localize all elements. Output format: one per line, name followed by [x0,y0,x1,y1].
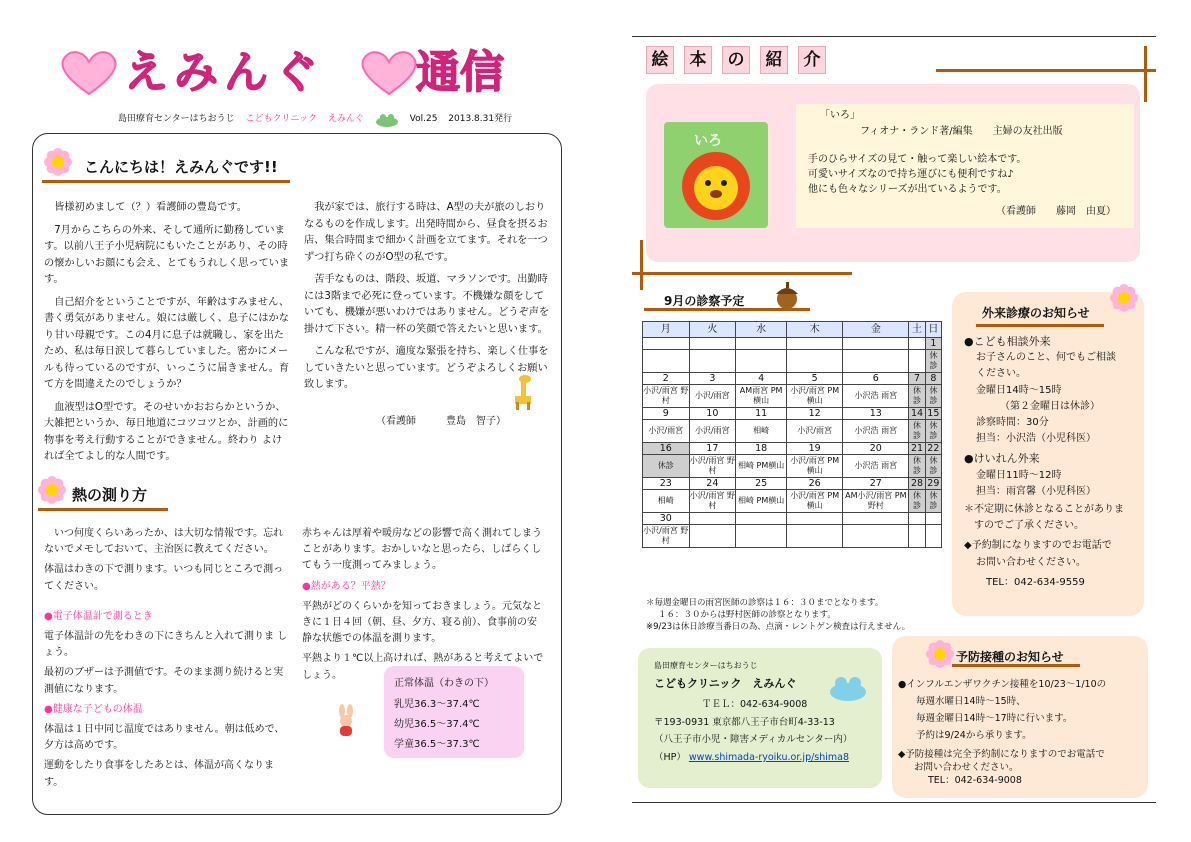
calendar-day-number [909,513,925,525]
outpatient-line: 診察時間：30分 [976,417,1049,429]
greeting-paragraph: 苦手なものは、階段、坂道、マラソンです。出勤時 には3階まで必死に登っています。不機嫌な顔をして いても、機嫌が悪いわけではありません。どうぞ声を 掛けて下さい。精一杯の笑顔で答えたいと思います。 [304,274,550,335]
contact-homepage [654,749,849,763]
calendar-day-schedule: 小沢/雨宮 PM横山 [787,490,843,513]
calendar-day-schedule [736,350,787,373]
fever-subheading: ●電子体温計で測るとき [44,610,153,622]
calendar-day-schedule [843,525,909,548]
calendar-day-schedule [909,350,925,373]
calendar-day-number: 10 [689,408,736,420]
calendar-day-number: 17 [689,443,736,455]
flower-icon [38,476,64,502]
calendar-day-schedule: 小沢浩 雨宮 [843,455,909,478]
calendar-day-schedule: 小沢/雨宮 [689,420,736,443]
book-heading-char: 絵 [646,46,674,74]
weekday-header: 日 [925,322,941,338]
calendar-day-schedule: 小沢/雨宮 [689,385,736,408]
top-rule [632,36,1156,37]
book-description-box [796,104,1134,228]
title-tsushin: 通信 [416,47,504,98]
vaccine-reserve: ◆予防接種は完全予約制になりますのでお電話で [898,749,1105,760]
outpatient-reserve: ◆予約制になりますのでお電話で [964,540,1112,552]
greeting-signature: （看護師 豊島 智子） [376,416,506,427]
outpatient-reserve: お問い合わせください。 [976,556,1086,568]
calendar-day-number: 27 [843,478,909,490]
calendar-day-number: 15 [925,408,941,420]
heading-underline [38,508,168,511]
frog-icon [828,674,868,702]
outpatient-line: お子さんのこと、何でもご相談 [976,352,1116,364]
calendar-day-number: 11 [736,408,787,420]
calendar-day-schedule [689,350,736,373]
calendar-day-schedule: 小沢/雨宮 PM横山 [787,385,843,408]
calendar-day-number: 9 [643,408,690,420]
bottom-rule [632,802,1156,803]
calendar-day-schedule: 小沢/雨宮 PM横山 [787,455,843,478]
calendar-day-number [787,513,843,525]
calendar-day-number [787,338,843,350]
calendar-day-number: 19 [787,443,843,455]
calendar-day-schedule: 休診 [643,455,690,478]
fever-subheading: ●健康な子どもの体温 [44,703,143,715]
fever-text: 運動をしたり食事をしたあとは、体温が高くなりま す。 [44,760,274,788]
outpatient-line: 金曜日14時～15時 [976,384,1062,396]
calendar-day-number: 22 [925,443,941,455]
calendar-day-number: 3 [689,373,736,385]
greeting-column-2 [304,200,550,400]
book-description-line: 他にも色々なシリーズが出ているようです。 [808,184,1007,195]
contact-tel: ＴＥＬ：042-634-9008 [702,699,808,710]
contact-org: 島田療育センターはちおうじ [654,661,758,670]
calendar-day-number: 2 [643,373,690,385]
calendar-day-number: 5 [787,373,843,385]
calendar-day-schedule: 小沢/雨宮 [787,420,843,443]
fever-column-1 [44,526,292,795]
title-emingu: えみんぐ [124,47,324,98]
weekday-header: 土 [909,322,925,338]
weekday-header: 木 [787,322,843,338]
calendar-day-number [689,338,736,350]
calendar-day-row [643,443,942,455]
calendar-day-number: 30 [643,513,690,525]
calendar-day-row [643,513,942,525]
volume-number: Vol.25 [409,114,438,124]
outpatient-heading: 外来診療のお知らせ [982,306,1090,320]
calendar-day-schedule: 相崎 [736,420,787,443]
fever-text: 最初のブザーは予測値です。そのまま測り続けると実 測値になります。 [44,667,284,695]
calendar-day-number: 14 [909,408,925,420]
calendar-day-number: 23 [643,478,690,490]
contact-name: こどもクリニック えみんぐ [654,677,797,690]
outpatient-line: ください。 [976,368,1026,380]
greeting-paragraph: 血液型はO型です。そのせいかおおらかというか、 大雑把というか、毎日地道にコツコツとか、計画的に 物事を考え行動することができません。終わり よければ全てよし的な人間です。 [44,401,289,462]
calendar-day-number [843,513,909,525]
fever-text: 電子体温計の先をわきの下にきちんと入れて測りま しょう。 [44,631,288,659]
outpatient-line: 担当：小沢浩（小児科医） [976,433,1096,445]
calendar-day-schedule: 休診 [925,455,941,478]
fever-text: いつ何度くらいあったか、は大切な情報です。忘れ ないでメモしておいて、主治医に教えてください。 [44,528,284,556]
outpatient-line: （第２金曜日は休診） [1000,400,1100,412]
calendar-day-schedule: AM小沢/雨宮 PM野村 [843,490,909,513]
fever-heading: 熱の測り方 [72,486,148,504]
calendar-day-number: 16 [643,443,690,455]
rabbit-icon [334,704,358,738]
vaccine-line: 予約は9/24から承ります。 [916,730,1032,741]
calendar-day-number [736,513,787,525]
book-heading-char: 本 [684,46,712,74]
calendar-day-row [643,478,942,490]
calendar-day-number [843,338,909,350]
calendar-day-number: 8 [925,373,941,385]
publication-bar [118,111,558,127]
calendar-day-schedule: 小沢/雨宮 [643,420,690,443]
flower-icon [1110,284,1136,310]
contact-address: 〒193-0931 東京都八王子市台町4-33-13 [654,717,835,728]
calendar-heading: 9月の診察予定 [664,294,745,308]
outpatient-line: 担当：雨宮馨（小児科医） [976,485,1096,497]
heart-icon [358,50,420,96]
normal-temperature-box [384,666,524,758]
calendar-day-schedule: 小沢/雨宮 野村 [689,455,736,478]
calendar-event-row [643,455,942,478]
acorn-icon [772,280,802,310]
lion-icon [680,150,752,222]
calendar-day-schedule: 小沢浩 雨宮 [843,385,909,408]
greeting-column-1 [44,200,290,472]
calendar-day-number: 4 [736,373,787,385]
decor-line [936,69,1156,72]
greeting-paragraph: 我が家では、旅行する時は、A型の夫が旅のしおり なるものを作成します。出発時間から、昼食を摂るお 店、集合時間まで細かく計画を立てます。それを一つ ずつ打ち砕くのがO型の私です。 [304,202,548,263]
calendar-day-schedule: 相崎 [643,490,690,513]
fever-text: 赤ちゃんは厚着や暖房などの影響で高く測れてしまう ことがあります。おかしいなと思ったら、しばらくし てもう一度測ってみましょう。 [302,528,542,572]
fever-subheading: ●熱がある？平熱？ [302,580,391,592]
weekday-header: 水 [736,322,787,338]
giraffe-icon [512,374,536,410]
book-heading-char: 介 [798,46,826,74]
vaccine-reserve: お問い合わせください。 [914,762,1019,773]
calendar-day-schedule [843,350,909,373]
calendar-day-number: 25 [736,478,787,490]
calendar-day-number [925,513,941,525]
weekday-header: 金 [843,322,909,338]
calendar-note: ※9/23は休日診療当番日の為、点滴・レントゲン検査は行えません。 [646,622,911,632]
homepage-label: （HP） [654,752,686,763]
outpatient-note: ＊不定期に休診となることがありま [964,504,1124,516]
fever-text: 平熱がどのくらいかを知っておきましょう。元気なと きに１日４回（朝、昼、夕方、寝る前）、食事前の安 静な状態での体温を測ります。 [302,600,542,645]
fever-text: 体温は１日中同じ温度ではありません。朝は低めで、 夕方は高めです。 [44,724,285,752]
greeting-paragraph: こんな私ですが、適度な緊張を持ち、楽しく仕事を していきたいと思っています。どうぞよろしくお願い 致します。 [304,346,549,390]
greeting-paragraph: 7月からこちらの外来、そして通所に勤務していま す。以前八王子小児病院にもいたことがあり、その時 の懐かしいお顔にも会え、とてもうれしく思っていま す。 [44,224,290,285]
calendar-day-schedule: 休診 [909,385,925,408]
contact-building: （八王子市小児・障害メディカルセンター内） [654,734,853,745]
book-description-line: 可愛いサイズなので持ち運びにも便利ですね♪ [808,169,1014,180]
calendar-day-row [643,408,942,420]
heading-underline [42,180,290,183]
book-heading-char: 紹 [760,46,788,74]
weekday-header: 月 [643,322,690,338]
calendar-day-schedule: 休診 [925,420,941,443]
calendar-day-number [643,338,690,350]
vaccine-tel: TEL：042-634-9008 [928,775,1022,786]
outpatient-line: 金曜日11時～12時 [976,469,1062,481]
calendar-event-row [643,525,942,548]
greeting-paragraph: 自己紹介をということですが、年齢はすみません、 書く勇気がありません。娘には厳しく、息子にはかな り甘い母親です。この4月に息子は就職し、家を出た ため、私は毎日涙して暮らしていました。密かにメー ルも待っているのですが、いっこうに届きません。育 て方を間違えたのでしょうか？ [44,296,290,390]
calendar-day-schedule: 休診 [925,350,941,373]
contact-box [638,648,882,788]
book-description [808,152,1026,197]
vaccine-heading: 予防接種のお知らせ [956,650,1064,664]
vaccine-line: ●インフルエンザワクチン接種を10/23～1/10の [898,679,1107,690]
calendar-day-number [909,338,925,350]
masthead-title [58,36,538,106]
issue-date: 2013.8.31発行 [448,114,513,124]
calendar-day-schedule: 相崎 PM横山 [736,455,787,478]
greeting-paragraph: 皆様初めまして（？）看護師の豊島です。 [54,202,247,213]
heading-underline [952,664,1080,667]
frog-icon [375,113,399,125]
calendar-note: ＊毎週金曜日の雨宮医師の診察は１６：３０までとなります。 [646,598,884,608]
calendar-day-schedule [736,525,787,548]
outpatient-content [964,334,1140,591]
calendar-day-schedule: 小沢浩 雨宮 [843,420,909,443]
calendar-day-schedule [787,525,843,548]
calendar-note: １６：３０からは野村医師の診察となります。 [658,610,836,620]
normal-temperature-list [394,695,480,755]
calendar-day-schedule [925,525,941,548]
flower-icon [44,148,70,174]
calendar-day-schedule [787,350,843,373]
calendar-event-row [643,420,942,443]
calendar-day-schedule: 休診 [909,420,925,443]
calendar-day-schedule: 小沢/雨宮 野村 [643,385,690,408]
calendar-day-schedule: 休診 [925,385,941,408]
decor-line [632,272,852,275]
outpatient-tel: TEL：042-634-9559 [986,576,1085,588]
calendar-day-number: 13 [843,408,909,420]
calendar-notes [646,597,946,633]
calendar-day-number: 24 [689,478,736,490]
calendar-event-row [643,490,942,513]
weekday-header: 火 [689,322,736,338]
heart-icon [58,50,120,96]
calendar-day-row [643,338,942,350]
fever-text: 平熱より１℃以上高ければ、熱があると考えてよいで しょう。 [302,653,544,681]
calendar-day-number: 26 [787,478,843,490]
calendar-day-number: 29 [925,478,941,490]
calendar-day-schedule [909,525,925,548]
calendar-day-schedule: 小沢/雨宮 野村 [689,490,736,513]
calendar-day-schedule: 休診 [925,490,941,513]
calendar-day-number: 6 [843,373,909,385]
clinic-short-name: えみんぐ [327,114,364,124]
calendar-day-number: 1 [925,338,941,350]
calendar-day-schedule: AM雨宮 PM横山 [736,385,787,408]
outpatient-item-title: ●けいれん外来 [964,452,1040,466]
book-cover-title: いろ [694,133,722,149]
calendar-day-number [736,338,787,350]
book-title: 「いろ」 [820,110,860,121]
vaccine-line: 毎週金曜日14時～17時に行います。 [916,713,1073,724]
calendar-day-row [643,373,942,385]
heading-underline [976,324,1104,327]
book-description-line: 手のひらサイズの見て・触って楽しい絵本です。 [808,154,1027,165]
book-signature: （看護師 藤岡 由夏） [996,206,1116,217]
decor-line [1144,46,1147,102]
calendar-day-schedule [689,525,736,548]
normal-temperature-school: 学童36.5～37.3℃ [394,739,480,750]
homepage-link[interactable]: www.shimada-ryoiku.or.jp/shima8 [688,752,850,763]
calendar-day-number: 28 [909,478,925,490]
calendar-event-row [643,385,942,408]
calendar-event-row [643,350,942,373]
book-heading-char: の [722,46,750,74]
outpatient-note: すのでご了承ください。 [974,520,1084,532]
fever-text: 体温はわきの下で測ります。いつも同じところで測っ てください。 [44,564,284,592]
normal-temperature-title: 正常体温（わきの下） [394,678,494,689]
calendar-day-number: 20 [843,443,909,455]
decor-line [640,240,643,290]
calendar-day-schedule: 小沢/雨宮 野村 [643,525,690,548]
flower-icon [926,640,952,666]
normal-temperature-infant: 乳児36.3～37.4℃ [394,699,480,710]
publisher-name: 島田療育センターはちおうじ [118,114,235,124]
greeting-heading: こんにちは！えみんぐです!! [84,158,278,176]
calendar-day-number: 21 [909,443,925,455]
book-author: フィオナ・ランド著/編集 主婦の友社出版 [860,126,1063,137]
calendar-day-number: 7 [909,373,925,385]
calendar-day-schedule [643,350,690,373]
calendar-table [642,321,942,548]
book-cover [664,122,768,228]
vaccine-line: 毎週水曜日14時～15時、 [916,696,1026,707]
normal-temperature-child: 幼児36.5～37.4℃ [394,719,480,730]
calendar-day-schedule: 相崎 PM横山 [736,490,787,513]
calendar-day-schedule: 休診 [909,455,925,478]
calendar-day-schedule: 休診 [909,490,925,513]
calendar-day-number: 18 [736,443,787,455]
calendar-day-number: 12 [787,408,843,420]
clinic-name: こどもクリニック [245,114,317,124]
vaccine-content [898,676,1146,787]
outpatient-item-title: ●こども相談外来 [964,335,1051,348]
calendar-day-number [689,513,736,525]
fever-column-2 [302,526,550,688]
book-heading [646,46,836,74]
